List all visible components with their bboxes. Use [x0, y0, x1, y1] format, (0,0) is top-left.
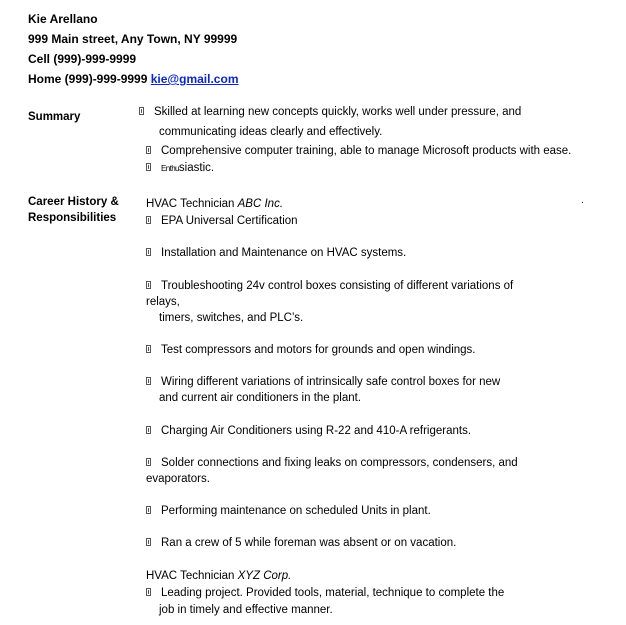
- summary-item: Skilled at learning new concepts quickly, works well under pressure, and: [139, 105, 521, 119]
- summary-item: Enthusiastic.: [146, 161, 214, 176]
- bullet-icon: [146, 216, 151, 224]
- job-bullet: Leading project. Provided tools, material, technique to complete the: [146, 586, 504, 600]
- bullet-icon: [146, 588, 151, 596]
- career-label-line2: Responsibilities: [28, 212, 117, 224]
- job-bullet: Performing maintenance on scheduled Units in plant.: [146, 504, 431, 518]
- bullet-icon: [146, 281, 151, 289]
- stray-mark: .: [581, 195, 584, 206]
- contact-cell: Cell (999)-999-9999: [28, 52, 137, 66]
- bullet-icon: [146, 163, 151, 171]
- job-bullet-continuation: job in timely and effective manner.: [159, 604, 333, 616]
- job-bullet-continuation: evaporators.: [146, 473, 210, 485]
- job-bullet: Charging Air Conditioners using R-22 and 410-A refrigerants.: [146, 424, 471, 438]
- job-bullet: Ran a crew of 5 while foreman was absent or on vacation.: [146, 536, 456, 550]
- contact-name: Kie Arellano: [28, 12, 98, 26]
- company-name: ABC Inc.: [237, 198, 284, 210]
- job-bullet-continuation: timers, switches, and PLC’s.: [159, 312, 304, 324]
- job-bullet: Solder connections and fixing leaks on compressors, condensers, and: [146, 456, 518, 470]
- bullet-icon: [146, 506, 151, 514]
- job-title: HVAC Technician XYZ Corp.: [146, 570, 292, 582]
- contact-home-line: [28, 72, 238, 86]
- bullet-icon: [146, 377, 151, 385]
- job-bullet: Wiring different variations of intrinsically safe control boxes for new: [146, 375, 500, 389]
- job-bullet: Test compressors and motors for grounds and open windings.: [146, 343, 476, 357]
- job-bullet: Troubleshooting 24v control boxes consisting of different variations of: [146, 279, 513, 293]
- contact-address: 999 Main street, Any Town, NY 99999: [28, 32, 238, 46]
- bullet-icon: [146, 538, 151, 546]
- email-link[interactable]: kie@gmail.com: [150, 72, 239, 86]
- job-bullet: EPA Universal Certification: [146, 214, 298, 228]
- job-title: HVAC Technician ABC Inc.: [146, 198, 284, 210]
- summary-label: Summary: [28, 111, 81, 123]
- job-bullet: Installation and Maintenance on HVAC systems.: [146, 246, 406, 260]
- career-label-line1: Career History &: [28, 196, 119, 208]
- bullet-icon: [146, 146, 151, 154]
- contact-home: Home (999)-999-9999: [28, 72, 148, 86]
- company-name: XYZ Corp.: [237, 570, 292, 582]
- bullet-icon: [146, 345, 151, 353]
- bullet-icon: [146, 248, 151, 256]
- bullet-icon: [146, 458, 151, 466]
- summary-item: Comprehensive computer training, able to manage Microsoft products with ease.: [146, 144, 571, 158]
- bullet-icon: [146, 426, 151, 434]
- bullet-icon: [139, 107, 144, 115]
- summary-item-continuation: communicating ideas clearly and effectively.: [159, 126, 383, 138]
- job-bullet-continuation: relays,: [146, 296, 180, 308]
- job-bullet-continuation: and current air conditioners in the plant.: [159, 392, 362, 404]
